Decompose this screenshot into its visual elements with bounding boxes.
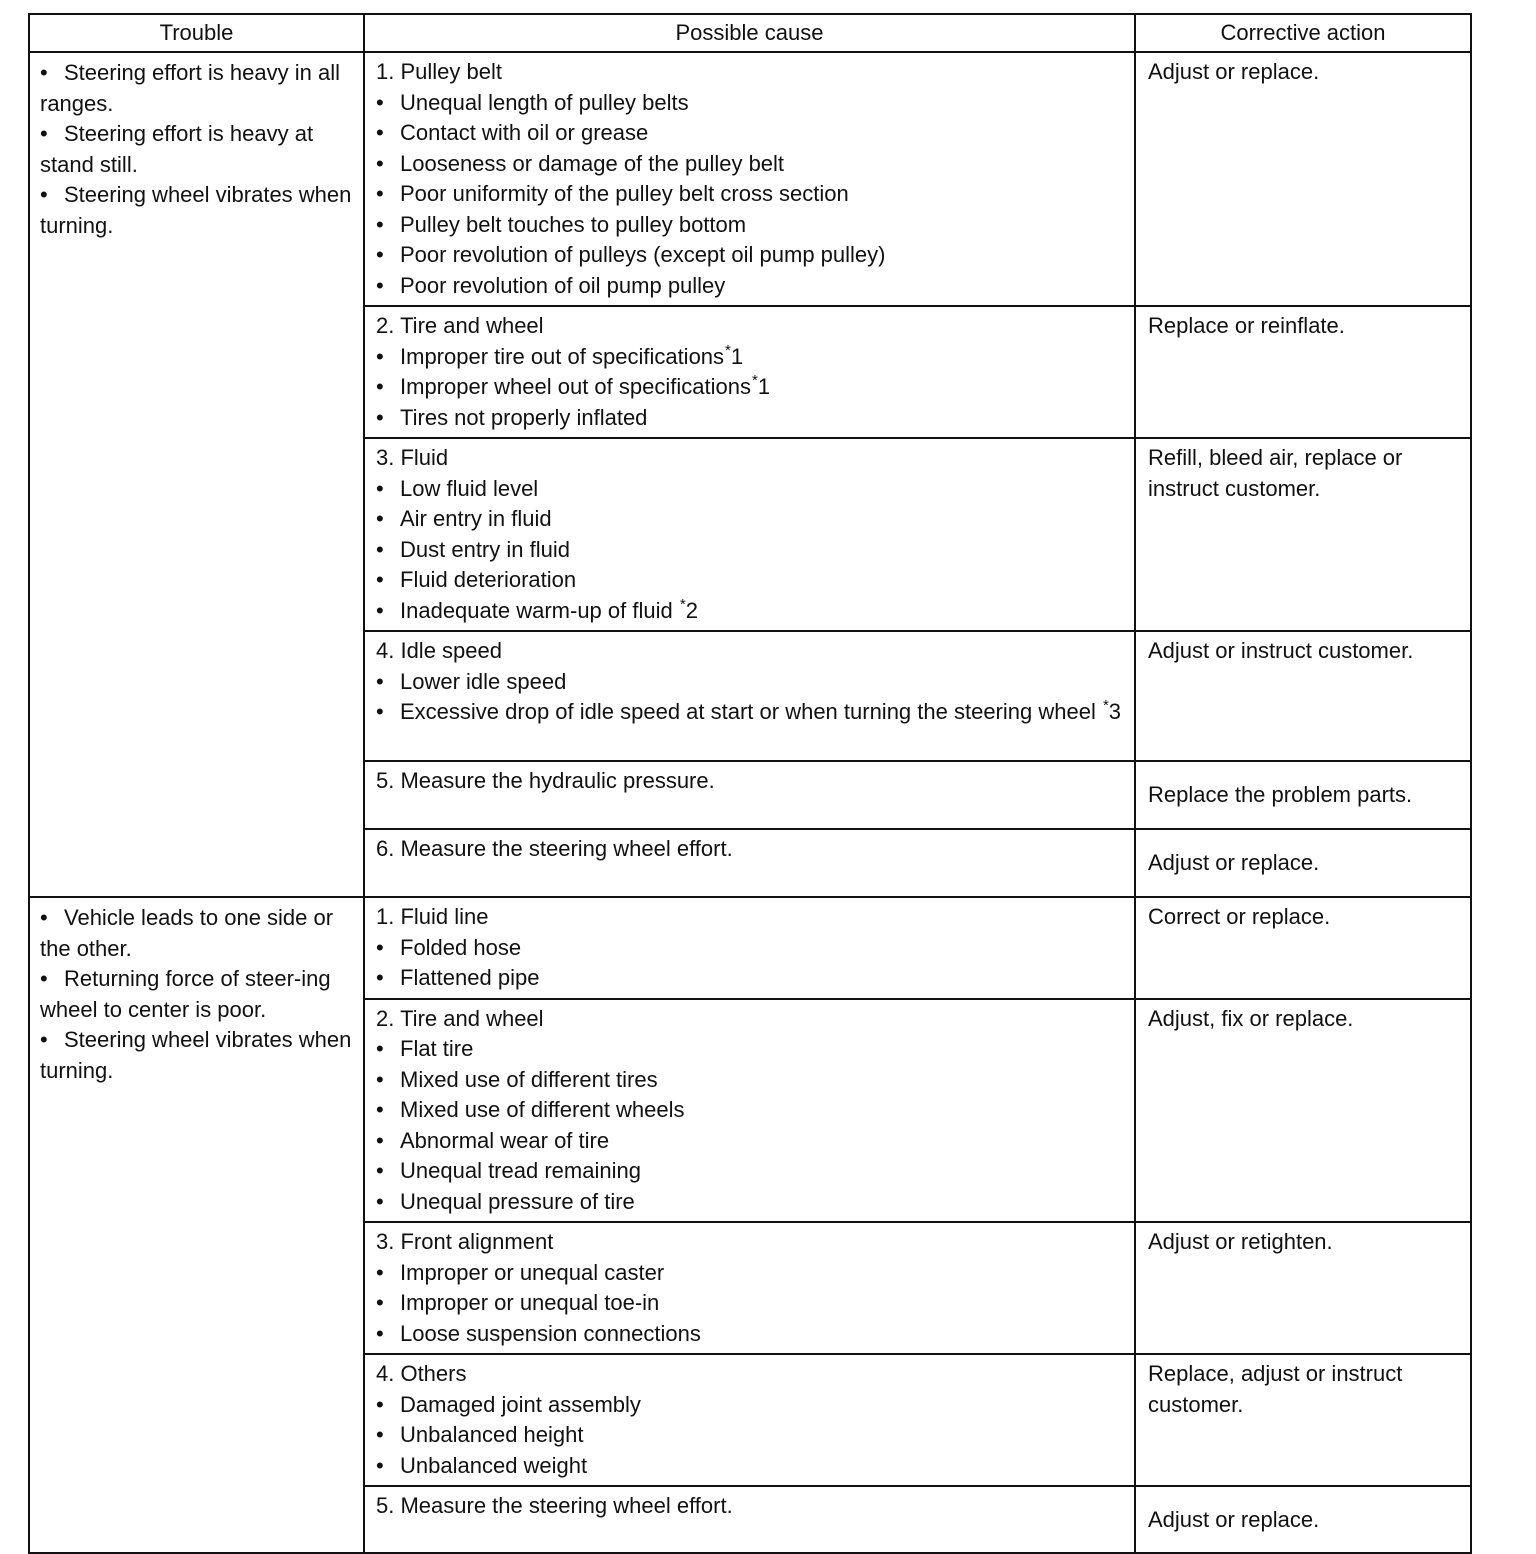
cause-cell bbox=[364, 52, 1135, 306]
cause-title: 1. Pulley belt bbox=[376, 59, 502, 84]
cause-item: • Flat tire bbox=[376, 1036, 474, 1061]
cause-item: • Lower idle speed bbox=[376, 668, 567, 694]
cause-item: • Poor revolution of pulleys (except oil pump pulley) bbox=[376, 242, 886, 267]
action-cell: Adjust or replace. bbox=[1135, 1486, 1471, 1553]
action-cell: Replace or reinflate. bbox=[1135, 306, 1471, 438]
cause-cell bbox=[364, 1486, 1135, 1553]
cause-item: • Mixed use of different tires bbox=[376, 1066, 658, 1092]
cause-item: • Unequal length of pulley belts bbox=[376, 89, 689, 115]
cause-item: • Improper or unequal caster bbox=[376, 1259, 665, 1285]
trouble-item: • Returning force of steer-ing wheel to center is poor. bbox=[40, 966, 331, 1022]
footnote-number: 1 bbox=[757, 374, 771, 399]
footnote-mark: * bbox=[751, 372, 758, 389]
cause-item: • Damaged joint assembly bbox=[376, 1391, 641, 1417]
cause-item: • Low fluid level bbox=[376, 475, 539, 501]
cause-item: • Poor uniformity of the pulley belt cross section bbox=[376, 181, 849, 206]
cause-item: • Unequal pressure of tire bbox=[376, 1188, 635, 1214]
table-row bbox=[29, 897, 1471, 999]
trouble-cell bbox=[29, 897, 364, 1553]
cause-title: 6. Measure the steering wheel effort. bbox=[376, 836, 733, 861]
cause-title: 3. Front alignment bbox=[376, 1229, 554, 1254]
action-cell: Adjust or instruct customer. bbox=[1135, 631, 1471, 761]
cause-item: • Dust entry in fluid bbox=[376, 536, 570, 562]
cause-cell bbox=[364, 1222, 1135, 1354]
header-row bbox=[29, 14, 1471, 52]
header-corrective-action: Corrective action bbox=[1135, 14, 1471, 52]
header-possible-cause: Possible cause bbox=[364, 14, 1135, 52]
cause-item: • Unbalanced weight bbox=[376, 1452, 588, 1478]
cause-item: • Inadequate warm-up of fluid *2 bbox=[376, 595, 698, 623]
cause-cell bbox=[364, 631, 1135, 761]
header-trouble: Trouble bbox=[29, 14, 364, 52]
cause-item: • Air entry in fluid bbox=[376, 506, 552, 531]
cause-title: 3. Fluid bbox=[376, 445, 449, 470]
cause-cell bbox=[364, 1354, 1135, 1486]
trouble-item: • Steering effort is heavy at stand still. bbox=[40, 121, 314, 177]
cause-title: 2. Tire and wheel bbox=[376, 1005, 544, 1031]
cause-item: • Tires not properly inflated bbox=[376, 404, 648, 430]
action-cell: Adjust or replace. bbox=[1135, 52, 1471, 306]
cause-cell bbox=[364, 438, 1135, 631]
cause-cell bbox=[364, 897, 1135, 999]
cause-item: • Unbalanced height bbox=[376, 1422, 584, 1447]
cause-cell bbox=[364, 306, 1135, 438]
cause-item: • Fluid deterioration bbox=[376, 567, 577, 592]
cause-item: • Looseness or damage of the pulley belt bbox=[376, 150, 785, 176]
cause-item: • Improper or unequal toe-in bbox=[376, 1290, 660, 1315]
cause-item: • Loose suspension connections bbox=[376, 1320, 701, 1346]
cause-title: 5. Measure the hydraulic pressure. bbox=[376, 768, 715, 793]
cause-title: 4. Others bbox=[376, 1361, 467, 1386]
action-cell: Replace, adjust or instruct customer. bbox=[1135, 1354, 1471, 1486]
footnote-mark: * bbox=[1102, 697, 1109, 714]
cause-title: 1. Fluid line bbox=[376, 904, 489, 929]
cause-item: • Poor revolution of oil pump pulley bbox=[376, 272, 726, 298]
trouble-item: • Steering effort is heavy in all ranges. bbox=[40, 60, 340, 116]
cause-item: • Flattened pipe bbox=[376, 965, 540, 990]
cause-item: • Improper tire out of specifications*1 bbox=[376, 341, 744, 369]
action-cell: Correct or replace. bbox=[1135, 897, 1471, 999]
footnote-number: 1 bbox=[730, 343, 744, 369]
cause-item: • Mixed use of different wheels bbox=[376, 1097, 685, 1122]
troubleshooting-table bbox=[28, 13, 1472, 1554]
cause-title: 4. Idle speed bbox=[376, 638, 502, 663]
cause-item: • Excessive drop of idle speed at start or when turning the steering wheel *3 bbox=[376, 697, 1122, 724]
cause-cell bbox=[364, 761, 1135, 829]
trouble-cell bbox=[29, 52, 364, 897]
action-cell: Replace the problem parts. bbox=[1135, 761, 1471, 829]
action-cell: Adjust or replace. bbox=[1135, 829, 1471, 897]
action-cell: Adjust or retighten. bbox=[1135, 1222, 1471, 1354]
footnote-mark: * bbox=[679, 595, 686, 613]
cause-item: • Pulley belt touches to pulley bottom bbox=[376, 211, 747, 237]
footnote-number: 3 bbox=[1108, 699, 1122, 724]
cause-item: • Improper wheel out of specifications*1 bbox=[376, 372, 771, 399]
cause-item: • Folded hose bbox=[376, 934, 522, 960]
cause-item: • Abnormal wear of tire bbox=[376, 1127, 610, 1153]
trouble-item: • Steering wheel vibrates when turning. bbox=[40, 182, 352, 238]
cause-cell bbox=[364, 829, 1135, 897]
cause-item: • Unequal tread remaining bbox=[376, 1158, 641, 1183]
cause-title: 5. Measure the steering wheel effort. bbox=[376, 1493, 733, 1518]
table-row bbox=[29, 52, 1471, 306]
trouble-item: • Steering wheel vibrates when turning. bbox=[40, 1027, 352, 1083]
footnote-mark: * bbox=[725, 341, 731, 359]
action-cell: Refill, bleed air, replace or instruct customer. bbox=[1135, 438, 1471, 631]
trouble-item: • Vehicle leads to one side or the other. bbox=[40, 905, 334, 961]
footnote-number: 2 bbox=[685, 597, 698, 623]
cause-item: • Contact with oil or grease bbox=[376, 120, 649, 145]
action-cell: Adjust, fix or replace. bbox=[1135, 999, 1471, 1223]
cause-title: 2. Tire and wheel bbox=[376, 313, 544, 338]
cause-cell bbox=[364, 999, 1135, 1223]
